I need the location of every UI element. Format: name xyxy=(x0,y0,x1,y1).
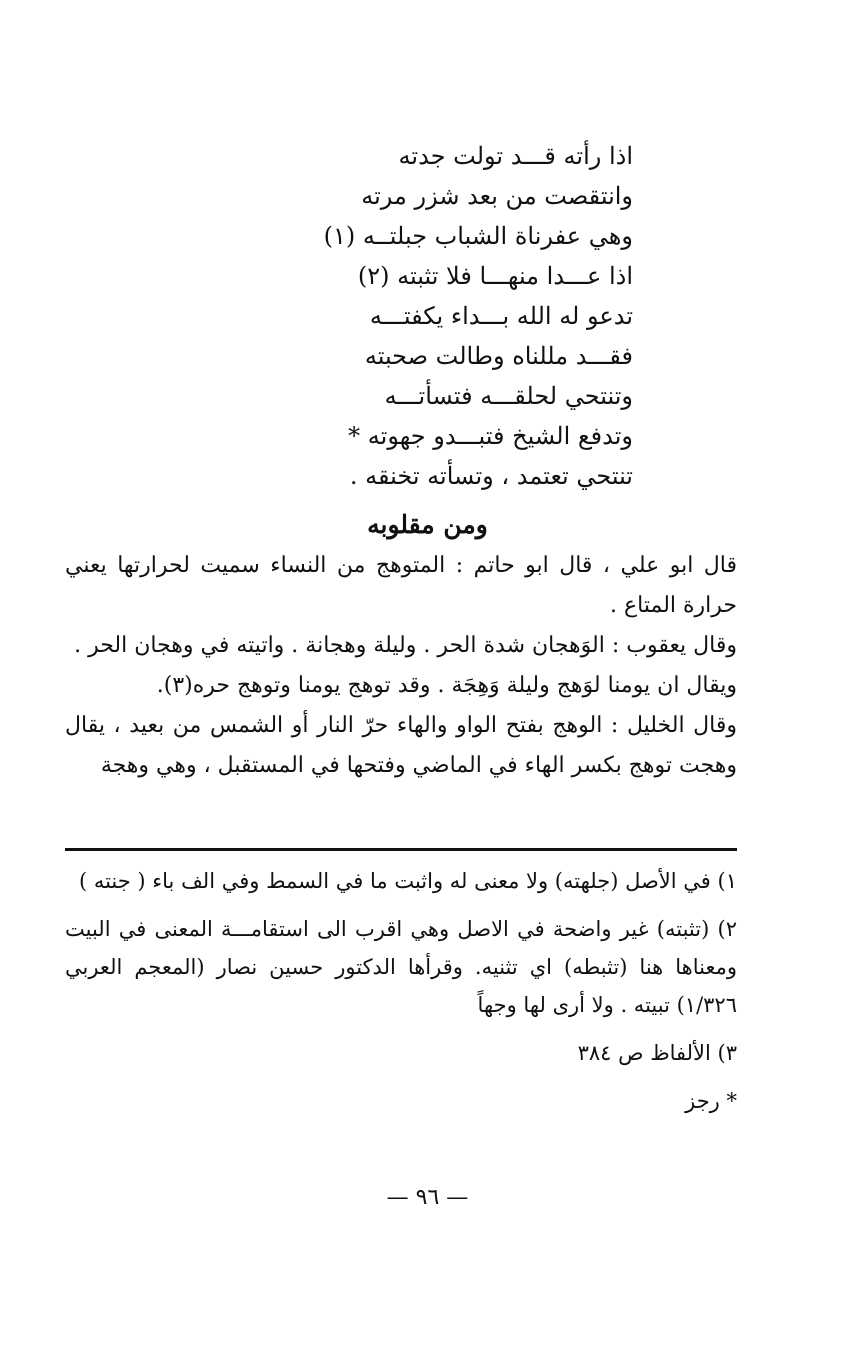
page-number: — ٩٦ — xyxy=(386,1185,469,1210)
verse-block xyxy=(213,136,633,496)
footnote: ٣) الألفاظ ص ٣٨٤ xyxy=(577,1041,737,1065)
footnote-separator xyxy=(65,848,737,851)
verse-line: وتنتحي لحلقـــه فتسأتـــه xyxy=(384,382,633,410)
section-heading: ومن مقلوبه xyxy=(367,510,488,539)
verse-line: تدعو له الله بـــداء يكفتـــه xyxy=(369,302,633,330)
footnote: ٢) (تثبته) غير واضحة في الاصل وهي اقرب الى استقامـــة المعنى في البيت ومعناها هنا (تثبطه) اي تثنيه. وقرأها الدكتور حسين نصار (المعجم العربي ١/٣٢٦) تبيته . ولا أرى لها وجهاً xyxy=(65,917,737,1017)
verse-line: اذا رأته قـــد تولت جدته xyxy=(398,142,633,170)
footnotes xyxy=(65,862,737,1120)
verse-line: وتدفع الشيخ فتبـــدو جهوته * xyxy=(348,422,633,450)
verse-line: اذا عـــدا منهـــا فلا تثبته (٢) xyxy=(357,262,633,290)
body-text xyxy=(65,546,737,786)
verse-line: فقـــد مللناه وطالت صحبته xyxy=(364,342,633,370)
paragraph: قال ابو علي ، قال ابو حاتم : المتوهج من النساء سميت لحرارتها يعني حرارة المتاع . xyxy=(65,553,737,618)
footnote: ١) في الأصل (جلهته) ولا معنى له واثبت ما في السمط وفي الف باء ( جنته ) xyxy=(78,869,737,893)
verse-marker-note: * رجز xyxy=(685,1089,737,1113)
verse-line: وانتقصت من بعد شزر مرته xyxy=(361,182,633,210)
paragraph: وقال الخليل : الوهج بفتح الواو والهاء حرّ النار أو الشمس من بعيد ، يقال وهجت توهج بكسر الهاء في الماضي وفتحها في المستقبل ، وهي وهجة xyxy=(65,713,737,778)
verse-line: تنتحي تعتمد ، وتسأته تخنقه . xyxy=(349,462,633,490)
paragraph: ويقال ان يومنا لوَهج وليلة وَهِجَة . وقد توهج يومنا وتوهج حره(٣). xyxy=(156,673,737,698)
paragraph: وقال يعقوب : الوَهجان شدة الحر . وليلة وهجانة . واتيته في وهجان الحر . xyxy=(74,633,737,658)
verse-line: وهي عفرناة الشباب جبلتــه (١) xyxy=(323,222,633,250)
